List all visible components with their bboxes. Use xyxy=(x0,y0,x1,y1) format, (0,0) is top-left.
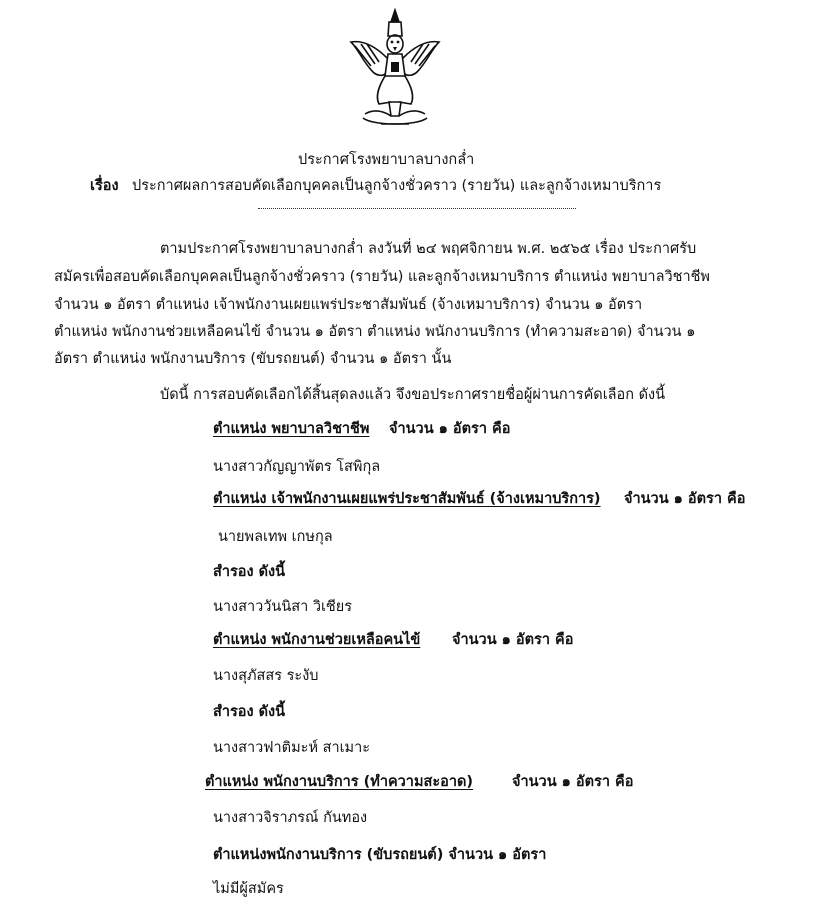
subject-text: ประกาศผลการสอบคัดเลือกบุคคลเป็นลูกจ้างชั่วคราว (รายวัน) และลูกจ้างเหมาบริการ xyxy=(132,178,662,194)
reserve-name: นางสาววันนิสา วิเชียร xyxy=(213,599,353,615)
divider xyxy=(258,208,576,209)
position-title: ตำแหน่ง พยาบาลวิชาชีพ xyxy=(213,421,370,437)
position-title: ตำแหน่ง พนักงานบริการ (ทำความสะอาด) xyxy=(205,774,474,790)
position-count: จำนวน ๑ อัตรา คือ xyxy=(389,421,511,437)
position-count: จำนวน ๑ อัตรา คือ xyxy=(512,774,634,790)
position-title: ตำแหน่ง พนักงานช่วยเหลือคนไข้ xyxy=(213,632,421,648)
paragraph-line: จำนวน ๑ อัตรา ตำแหน่ง เจ้าพนักงานเผยแพร่ประชาสัมพันธ์ (จ้างเหมาบริการ) จำนวน ๑ อัตรา xyxy=(54,297,643,313)
paragraph-line: อัตรา ตำแหน่ง พนักงานบริการ (ขับรถยนต์) จำนวน ๑ อัตรา นั้น xyxy=(54,351,452,367)
position-count: จำนวน ๑ อัตรา คือ xyxy=(452,632,574,648)
reserve-label: สำรอง ดังนี้ xyxy=(213,704,286,720)
paragraph-line: สมัครเพื่อสอบคัดเลือกบุคคลเป็นลูกจ้างชั่วคราว (รายวัน) และลูกจ้างเหมาบริการ ตำแหน่ง พยาบาลวิชาชีพ xyxy=(54,269,710,285)
position-title: ตำแหน่งพนักงานบริการ (ขับรถยนต์) จำนวน ๑ อัตรา xyxy=(213,847,547,863)
no-applicant-text: ไม่มีผู้สมัคร xyxy=(213,881,284,897)
reserve-name: นางสาวฟาติมะห์ สาเมาะ xyxy=(213,740,371,756)
selected-name: นางสุภัสสร ระงับ xyxy=(213,668,319,684)
position-title: ตำแหน่ง เจ้าพนักงานเผยแพร่ประชาสัมพันธ์ (จ้างเหมาบริการ) xyxy=(213,491,601,507)
garuda-emblem-icon xyxy=(345,6,445,136)
document-title: ประกาศโรงพยาบาลบางกล่ำ xyxy=(298,152,475,168)
reserve-label: สำรอง ดังนี้ xyxy=(213,564,286,580)
paragraph-line: ตำแหน่ง พนักงานช่วยเหลือคนไข้ จำนวน ๑ อัตรา ตำแหน่ง พนักงานบริการ (ทำความสะอาด) จำนวน ๑ xyxy=(54,324,696,340)
paragraph-line: บัดนี้ การสอบคัดเลือกได้สิ้นสุดลงแล้ว จึงขอประกาศรายชื่อผู้ผ่านการคัดเลือก ดังนี้ xyxy=(160,387,666,403)
selected-name: นางสาวกัญญาพัตร โสพิกุล xyxy=(213,459,381,475)
selected-name: นายพลเทพ เกษกุล xyxy=(218,529,333,545)
selected-name: นางสาวจิราภรณ์ กันทอง xyxy=(213,810,368,826)
subject-label: เรื่อง xyxy=(90,178,119,194)
paragraph-line: ตามประกาศโรงพยาบาลบางกล่ำ ลงวันที่ ๒๔ พฤศจิกายน พ.ศ. ๒๕๖๕ เรื่อง ประกาศรับ xyxy=(160,241,697,257)
position-count: จำนวน ๑ อัตรา คือ xyxy=(624,491,746,507)
